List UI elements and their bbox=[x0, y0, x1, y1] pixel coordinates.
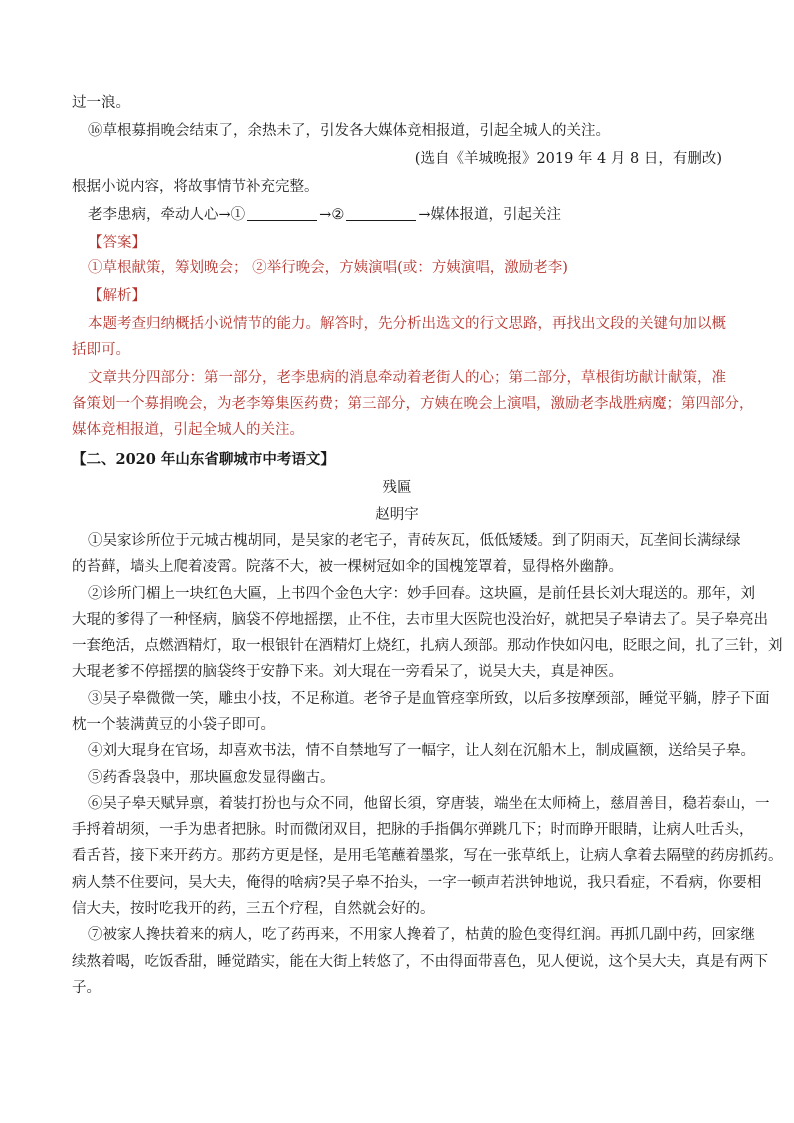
story-author: 赵明宇 bbox=[375, 507, 419, 523]
analysis-line: 本题考查归纳概括小说情节的能力。解答时，先分析出选文的行文思路，再找出文段的关键句加以概 bbox=[88, 316, 726, 332]
story-line: ③吴子皋微微一笑，雕虫小技，不足称道。老爷子是血管痉挛所致，以后多按摩颈部，睡觉平躺，脖子下面 bbox=[88, 691, 770, 707]
section-header: 【二、2020 年山东省聊城市中考语文】 bbox=[72, 451, 335, 468]
story-line: 续熬着喝，吃饭香甜，睡觉踏实，能在大街上转悠了，不由得面带喜色，见人便说，这个吴大夫，真是有两下 bbox=[72, 954, 768, 970]
story-line: ⑤药香袅袅中，那块匾愈发显得幽古。 bbox=[88, 770, 335, 786]
story-line: 的苔藓，墙头上爬着凌霄。院落不大，被一棵树冠如伞的国槐笼罩着，显得格外幽静。 bbox=[72, 559, 623, 575]
story-line: ①吴家诊所位于元城古槐胡同，是吴家的老宅子，青砖灰瓦，低低矮矮。到了阴雨天，瓦垄间长满绿绿 bbox=[88, 533, 741, 549]
flow-end: 媒体报道，引起关注 bbox=[430, 207, 561, 223]
story-line: 大琨的爹得了一种怪病，脑袋不停地摇摆，止不住，去市里大医院也没治好，就把吴子皋请去了。吴子皋亮出 bbox=[72, 612, 768, 628]
answer-text: ①草根献策，筹划晚会； ②举行晚会，方姨演唱(或：方姨演唱，激励老李) bbox=[88, 260, 568, 276]
story-line: 手捋着胡须，一手为患者把脉。时而微闭双目，把脉的手指偶尔弹跳几下；时而睁开眼睛，让病人吐舌头， bbox=[72, 822, 754, 838]
paragraph-16: ⑯草根募捐晚会结束了，余热未了，引发各大媒体竞相报道，引起全城人的关注。 bbox=[88, 123, 610, 139]
question-prompt: 根据小说内容，将故事情节补充完整。 bbox=[72, 179, 319, 195]
arrow-icon: → bbox=[319, 207, 332, 223]
story-line: 大琨老爹不停摇摆的脑袋终于安静下来。刘大琨在一旁看呆了，说吴大夫，真是神医。 bbox=[72, 664, 623, 680]
story-line: ⑥吴子皋天赋异禀，着装打扮也与众不同，他留长須，穿唐装，端坐在太师椅上，慈眉善目，稳若泰山，一 bbox=[88, 796, 770, 812]
story-line: 看舌苔，接下来开药方。那药方更是怪，是用毛笔蘸着墨浆，写在一张草纸上，让病人拿着去隔壁的药房抓药。 bbox=[72, 848, 783, 864]
step-1-label: ① bbox=[230, 207, 246, 223]
text-line: 过一浪。 bbox=[72, 95, 130, 111]
analysis-line: 括即可。 bbox=[72, 342, 130, 358]
story-line: 信大夫，按时吃我开的药，三五个疗程，自然就会好的。 bbox=[72, 901, 435, 917]
analysis-header: 【解析】 bbox=[88, 288, 146, 304]
story-line: 枕一个装满黄豆的小袋子即可。 bbox=[72, 717, 275, 733]
story-title: 残匾 bbox=[382, 480, 412, 496]
story-line: ⑦被家人搀扶着来的病人，吃了药再来，不用家人搀着了，枯黄的脸色变得红润。再抓几副中药，回家继 bbox=[88, 927, 755, 943]
flow-start: 老李患病，牵动人心 bbox=[88, 207, 219, 223]
step-2-label: ② bbox=[331, 207, 345, 223]
answer-header: 【答案】 bbox=[88, 235, 146, 251]
analysis-line: 备策划一个募捐晚会，为老李筹集医药费；第三部分，方姨在晚会上演唱，激励老李战胜病魔；第四部分， bbox=[72, 396, 754, 412]
story-line: ②诊所门楣上一块红色大匾，上书四个金色大字：妙手回春。这块匾，是前任县长刘大琨送的。那年，刘 bbox=[88, 586, 755, 602]
arrow-icon: → bbox=[218, 207, 231, 223]
story-line: 子。 bbox=[72, 980, 101, 996]
story-line: 一套绝活，点燃酒精灯，取一根银针在酒精灯上烧红，扎病人颈部。那动作快如闪电，眨眼之间，扎了三针，刘 bbox=[72, 638, 783, 654]
answer-blank-2[interactable] bbox=[346, 206, 416, 221]
analysis-line: 媒体竞相报道，引起全城人的关注。 bbox=[72, 422, 304, 438]
answer-blank-1[interactable] bbox=[247, 206, 317, 221]
arrow-icon: → bbox=[418, 207, 431, 223]
analysis-line: 文章共分四部分：第一部分，老李患病的消息牵动着老街人的心；第二部分，草根街坊献计献策，准 bbox=[88, 370, 726, 386]
story-line: 病人禁不住要问，吴大夫，俺得的啥病?吴子皋不抬头，一字一顿声若洪钟地说，我只看症，不看病，你要相 bbox=[72, 875, 762, 891]
source-citation: (选自《羊城晚报》2019 年 4 月 8 日，有删改) bbox=[414, 151, 722, 167]
story-line: ④刘大琨身在官场，却喜欢书法，情不自禁地写了一幅字，让人刻在沉船木上，制成匾额，送给吴子皋。 bbox=[88, 743, 755, 759]
plot-flow bbox=[88, 205, 722, 225]
